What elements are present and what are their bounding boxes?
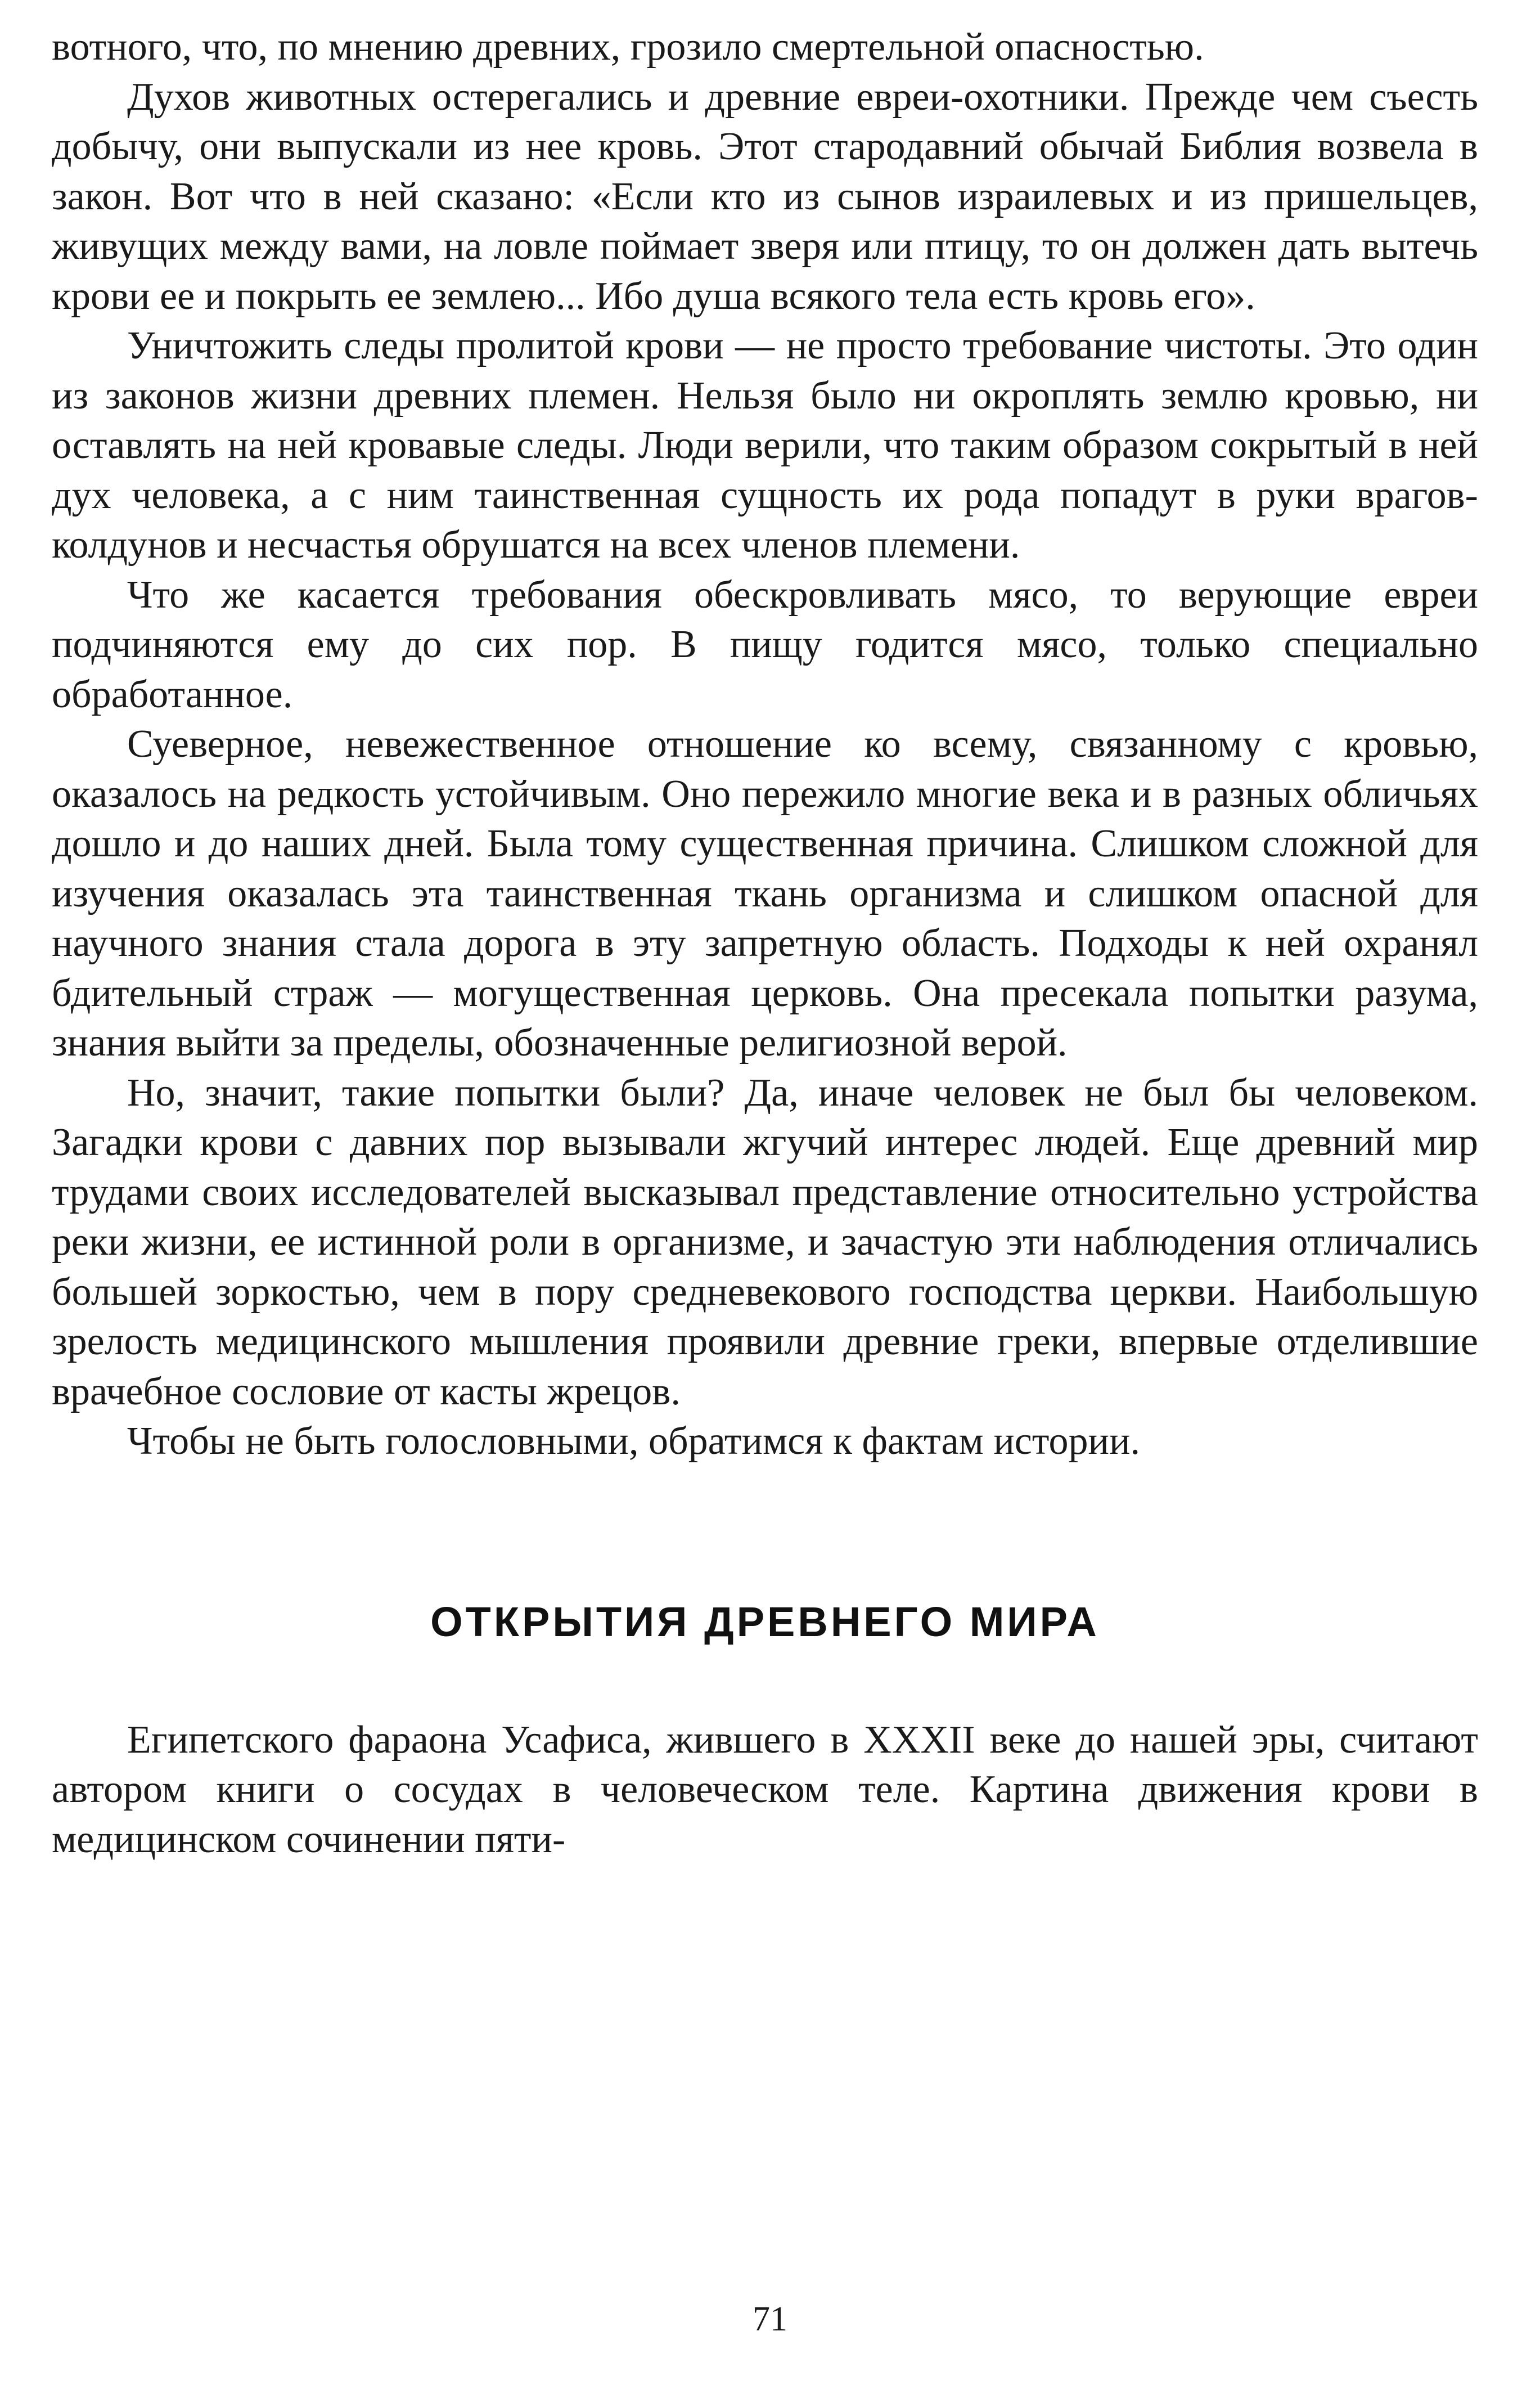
paragraph-meat: Что же касается требования обескровливать мясо, то верующие евреи подчиняются ему до сих пор. В пищу годится мясо, только специально обработанное. (52, 573, 1478, 716)
paragraph-attempts: Но, значит, такие попытки были? Да, иначе человек не был бы человеком. Загадки крови с давних пор вызывали жгучий интерес людей. Еще древний мир трудами своих исследователей высказывал представление относительно устройства реки жизни, ее истинной роли в организме, и зачастую эти наблюдения отличались большей зоркостью, чем в пору средневекового господства церкви. Наибольшую зрелость медицинского мышления проявили древние греки, впервые отделившие врачебное сословие от касты жрецов. (52, 1071, 1478, 1413)
paragraph-hunters: Духов животных остерегались и древние евреи-охотники. Прежде чем съесть добычу, они выпускали из нее кровь. Этот стародавний обычай Библия возвела в закон. Вот что в ней сказано: «Если кто из сынов израилевых и из пришельцев, живущих между вами, на ловле поймает зверя или птицу, то он должен дать вытечь крови ее и покрыть ее землею... Ибо душа всякого тела есть кровь его». (52, 75, 1478, 318)
paragraph-blood-traces: Уничтожить следы пролитой крови — не просто требование чистоты. Это один из законов жизни древних племен. Нельзя было ни окроплять землю кровью, ни оставлять на ней кровавые следы. Люди верили, что таким образом сокрытый в ней дух человека, а с ним таинственная сущность их рода попадут в руки врагов-колдунов и несчастья обрушатся на всех членов племени. (52, 324, 1478, 567)
section-heading: ОТКРЫТИЯ ДРЕВНЕГО МИРА (430, 1598, 1100, 1645)
paragraph-continuation: вотного, что, по мнению древних, грозило смертельной опасностью. (52, 25, 1204, 69)
paragraph-egypt: Египетского фараона Усафиса, жившего в XXXII веке до нашей эры, считают автором книги о сосудах в человеческом теле. Картина движения крови в медицинском сочинении пяти- (52, 1718, 1478, 1861)
paragraph-history-facts: Чтобы не быть голословными, обратимся к фактам истории. (127, 1420, 1140, 1463)
book-page (52, 23, 1478, 1865)
page-number: 71 (753, 2300, 787, 2338)
paragraph-superstition: Суеверное, невежественное отношение ко всему, связанному с кровью, оказалось на редкость устойчивым. Оно пережило многие века и в разных обличьях дошло и до наших дней. Была тому существенная причина. Слишком сложной для изучения оказалась эта таинственная ткань организма и слишком опасной для научного знания стала дорога в эту запретную область. Подходы к ней охранял бдительный страж — могущественная церковь. Она пресекала попытки разума, знания выйти за пределы, обозначенные религиозной верой. (52, 722, 1478, 1065)
